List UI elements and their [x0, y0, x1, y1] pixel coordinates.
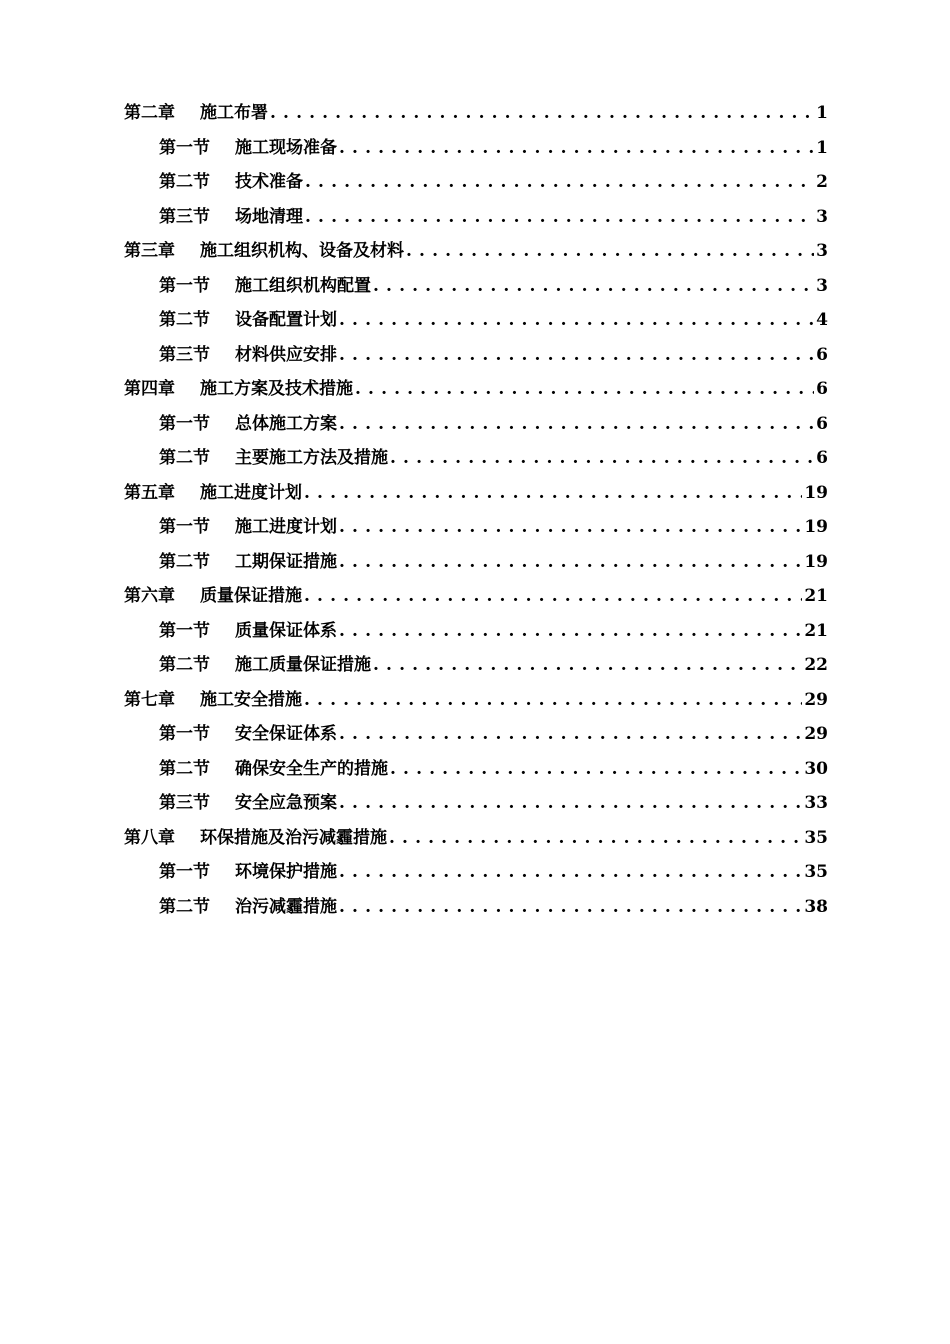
toc-entry-page: 19	[804, 551, 828, 572]
toc-entry-label: 第二章	[124, 103, 175, 123]
toc-entry-title: 施工进度计划	[235, 517, 337, 537]
toc-entry-title: 施工组织机构、设备及材料	[200, 241, 404, 261]
dot-leader	[390, 752, 802, 787]
toc-entry-label: 第三章	[124, 241, 175, 261]
toc-entry-title: 安全应急预案	[235, 793, 337, 813]
dot-leader	[305, 200, 814, 235]
dot-leader	[339, 614, 802, 649]
toc-entry-label: 第一节	[159, 620, 210, 641]
toc-entry-section[interactable]	[124, 338, 828, 373]
toc-entry-label: 第二节	[159, 551, 210, 572]
toc-entry-chapter[interactable]	[124, 683, 828, 718]
toc-entry-title: 总体施工方案	[235, 413, 337, 434]
dot-leader	[339, 717, 802, 752]
dot-leader	[339, 890, 802, 925]
dot-leader	[339, 407, 814, 442]
dot-leader	[339, 855, 802, 890]
toc-entry-section[interactable]	[124, 545, 828, 580]
toc-entry-section[interactable]	[124, 269, 828, 304]
toc-entry-label: 第二节	[159, 172, 210, 192]
dot-leader	[339, 545, 802, 580]
toc-entry-page: 1	[816, 137, 828, 158]
dot-leader	[270, 96, 814, 131]
toc-entry-section[interactable]	[124, 786, 828, 821]
toc-entry-label: 第一节	[159, 275, 210, 296]
toc-entry-label: 第一节	[159, 862, 210, 882]
toc-entry-section[interactable]	[124, 165, 828, 200]
toc-entry-section[interactable]	[124, 614, 828, 649]
toc-entry-chapter[interactable]	[124, 234, 828, 269]
toc-entry-title: 施工进度计划	[200, 482, 302, 503]
toc-entry-section[interactable]	[124, 717, 828, 752]
toc-entry-title: 施工方案及技术措施	[200, 379, 353, 399]
toc-entry-label: 第四章	[124, 379, 175, 399]
toc-entry-label: 第一节	[159, 517, 210, 537]
dot-leader	[389, 821, 802, 856]
toc-entry-title: 确保安全生产的措施	[235, 758, 388, 779]
toc-entry-label: 第二节	[159, 758, 210, 779]
toc-entry-title: 主要施工方法及措施	[235, 448, 388, 468]
toc-entry-page: 6	[816, 379, 828, 399]
toc-entry-label: 第八章	[124, 827, 175, 848]
dot-leader	[339, 338, 814, 373]
toc-entry-title: 施工质量保证措施	[235, 655, 371, 675]
toc-entry-title: 设备配置计划	[235, 310, 337, 330]
toc-entry-page: 19	[804, 482, 828, 503]
dot-leader	[339, 786, 802, 821]
toc-entry-section[interactable]	[124, 752, 828, 787]
dot-leader	[339, 131, 814, 166]
toc-entry-label: 第二节	[159, 655, 210, 675]
toc-entry-page: 21	[804, 586, 828, 606]
toc-entry-section[interactable]	[124, 200, 828, 235]
toc-entry-page: 29	[804, 689, 828, 710]
toc-entry-page: 35	[804, 827, 828, 848]
toc-entry-section[interactable]	[124, 648, 828, 683]
toc-entry-page: 21	[804, 620, 828, 641]
toc-entry-page: 3	[816, 275, 828, 296]
toc-entry-label: 第三节	[159, 793, 210, 813]
toc-entry-label: 第七章	[124, 689, 175, 710]
dot-leader	[406, 234, 814, 269]
table-of-contents	[124, 96, 828, 924]
toc-entry-page: 6	[816, 448, 828, 468]
toc-entry-section[interactable]	[124, 441, 828, 476]
toc-entry-title: 质量保证措施	[200, 586, 302, 606]
dot-leader	[305, 165, 814, 200]
toc-entry-chapter[interactable]	[124, 96, 828, 131]
toc-entry-title: 技术准备	[235, 172, 303, 192]
toc-entry-title: 治污减霾措施	[235, 896, 337, 917]
dot-leader	[339, 510, 802, 545]
toc-entry-label: 第六章	[124, 586, 175, 606]
toc-entry-page: 1	[816, 103, 828, 123]
toc-entry-page: 35	[804, 862, 828, 882]
toc-entry-page: 33	[804, 793, 828, 813]
toc-entry-page: 6	[816, 413, 828, 434]
toc-entry-page: 19	[804, 517, 828, 537]
toc-entry-title: 质量保证体系	[235, 620, 337, 641]
toc-entry-chapter[interactable]	[124, 579, 828, 614]
toc-entry-title: 安全保证体系	[235, 724, 337, 744]
toc-entry-label: 第三节	[159, 344, 210, 365]
toc-entry-page: 22	[804, 655, 828, 675]
toc-entry-section[interactable]	[124, 131, 828, 166]
toc-entry-page: 3	[816, 206, 828, 227]
dot-leader	[373, 269, 814, 304]
toc-entry-page: 29	[804, 724, 828, 744]
toc-entry-section[interactable]	[124, 303, 828, 338]
toc-entry-section[interactable]	[124, 407, 828, 442]
toc-entry-section[interactable]	[124, 855, 828, 890]
toc-entry-title: 施工安全措施	[200, 689, 302, 710]
toc-entry-label: 第一节	[159, 413, 210, 434]
toc-entry-title: 施工现场准备	[235, 137, 337, 158]
toc-entry-page: 4	[816, 310, 828, 330]
toc-entry-title: 施工组织机构配置	[235, 275, 371, 296]
toc-entry-chapter[interactable]	[124, 372, 828, 407]
toc-entry-page: 2	[816, 172, 828, 192]
toc-entry-page: 30	[804, 758, 828, 779]
toc-entry-section[interactable]	[124, 890, 828, 925]
toc-entry-title: 场地清理	[235, 206, 303, 227]
dot-leader	[390, 441, 814, 476]
toc-entry-label: 第三节	[159, 206, 210, 227]
toc-entry-page: 3	[816, 241, 828, 261]
toc-entry-label: 第二节	[159, 310, 210, 330]
toc-entry-title: 施工布署	[200, 103, 268, 123]
toc-entry-label: 第一节	[159, 724, 210, 744]
toc-entry-label: 第五章	[124, 482, 175, 503]
toc-entry-page: 38	[804, 896, 828, 917]
toc-entry-label: 第一节	[159, 137, 210, 158]
dot-leader	[304, 579, 802, 614]
dot-leader	[304, 683, 802, 718]
toc-entry-chapter[interactable]	[124, 476, 828, 511]
toc-entry-title: 环保措施及治污减霾措施	[200, 827, 387, 848]
dot-leader	[339, 303, 814, 338]
toc-entry-title: 环境保护措施	[235, 862, 337, 882]
toc-entry-page: 6	[816, 344, 828, 365]
dot-leader	[355, 372, 814, 407]
toc-entry-chapter[interactable]	[124, 821, 828, 856]
toc-entry-title: 材料供应安排	[235, 344, 337, 365]
toc-entry-label: 第二节	[159, 896, 210, 917]
dot-leader	[304, 476, 802, 511]
toc-entry-title: 工期保证措施	[235, 551, 337, 572]
toc-entry-label: 第二节	[159, 448, 210, 468]
toc-entry-section[interactable]	[124, 510, 828, 545]
dot-leader	[373, 648, 802, 683]
